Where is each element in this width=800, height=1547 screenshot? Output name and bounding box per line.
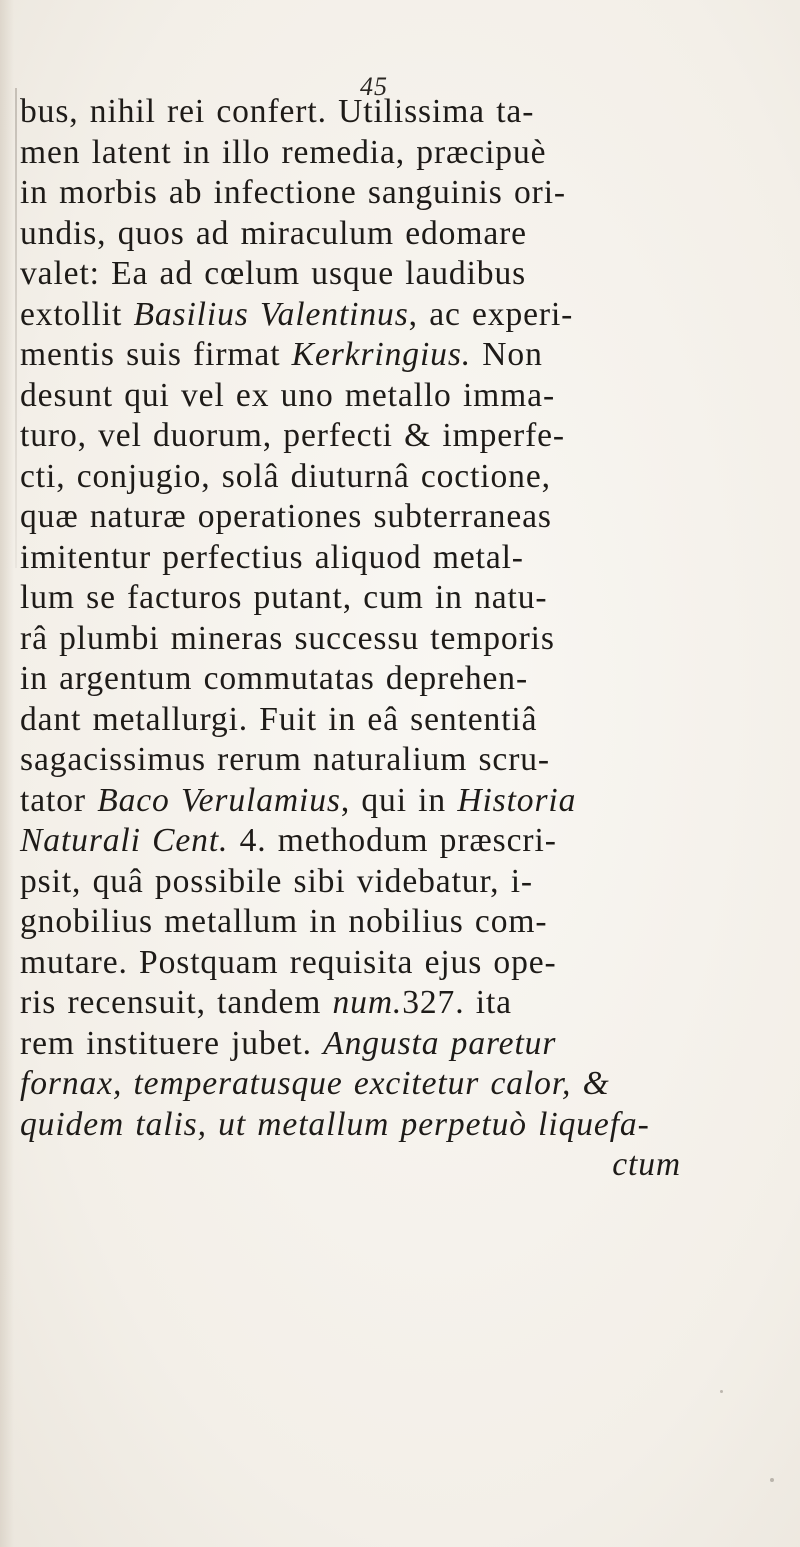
text-line xyxy=(20,619,780,660)
text-segment: ris recensuit, tandem xyxy=(20,984,333,1021)
text-line xyxy=(20,983,780,1024)
italic-segment: Angusta paretur xyxy=(323,1024,557,1062)
paper-speck xyxy=(720,1390,723,1393)
text-segment: râ plumbi mineras successu temporis xyxy=(20,619,555,657)
text-segment: 327. ita xyxy=(402,984,512,1021)
text-line xyxy=(20,821,780,862)
text-line xyxy=(20,173,780,214)
text-line xyxy=(20,1024,780,1065)
text-line xyxy=(20,943,780,984)
text-line xyxy=(20,1064,780,1105)
text-segment: valet: Ea ad cœlum usque laudibus xyxy=(20,255,527,292)
text-line xyxy=(20,578,780,619)
gutter-line xyxy=(15,88,17,568)
text-segment: in morbis ab infectione sanguinis ori- xyxy=(20,174,566,211)
italic-segment: Kerkringius. xyxy=(291,336,472,373)
paper-speck xyxy=(770,1478,774,1482)
text-segment: cti, conjugio, solâ diuturnâ coctione, xyxy=(20,457,551,495)
text-line xyxy=(20,538,780,579)
italic-segment: fornax, temperatusque excitetur calor, & xyxy=(20,1065,610,1102)
text-line xyxy=(20,700,780,741)
text-segment: dant metallurgi. Fuit in eâ sententiâ xyxy=(20,700,538,738)
text-segment: mutare. Postquam requisita ejus ope- xyxy=(20,943,557,981)
text-segment: psit, quâ possibile sibi videbatur, i- xyxy=(20,862,533,900)
text-segment: tator xyxy=(20,781,98,819)
text-line xyxy=(20,416,780,457)
text-segment: quæ naturæ operationes subterraneas xyxy=(20,498,552,535)
page-edge-shadow xyxy=(0,0,14,1547)
text-line xyxy=(20,902,780,943)
text-line xyxy=(20,659,780,700)
text-segment: undis, quos ad miraculum edomare xyxy=(20,214,527,252)
text-line xyxy=(20,497,780,538)
italic-segment: Naturali Cent. xyxy=(20,822,229,859)
italic-segment: Historia xyxy=(457,781,577,819)
text-line xyxy=(20,214,780,255)
text-line xyxy=(20,781,780,822)
text-segment: in argentum commutatas deprehen- xyxy=(20,660,529,697)
text-line xyxy=(20,740,780,781)
text-line xyxy=(20,295,780,336)
text-line xyxy=(20,376,780,417)
text-segment: gnobilius metallum in nobilius com- xyxy=(20,903,548,940)
text-line xyxy=(20,254,780,295)
italic-segment: Basilius Valentinus xyxy=(133,295,409,333)
text-segment: turo, vel duorum, perfecti & imperfe- xyxy=(20,417,565,454)
italic-segment: num. xyxy=(332,984,403,1021)
italic-segment: ctum xyxy=(612,1146,681,1183)
italic-segment: quidem talis, ut metallum perpetuò liquefa- xyxy=(20,1105,650,1143)
text-segment: bus, nihil rei confert. Utilissima ta- xyxy=(20,93,535,130)
text-segment: mentis suis firmat xyxy=(20,336,292,373)
body-text xyxy=(20,92,790,1186)
italic-segment: Baco Verulamius xyxy=(97,781,341,819)
text-segment: sagacissimus rerum naturalium scru- xyxy=(20,741,551,778)
text-segment: lum se facturos putant, cum in natu- xyxy=(20,579,548,616)
text-segment: 4. methodum præscri- xyxy=(228,822,557,859)
text-segment: , qui in xyxy=(340,781,458,819)
text-segment: imitentur perfectius aliquod metal- xyxy=(20,538,524,576)
text-segment: extollit xyxy=(20,295,134,333)
page-number: 45 xyxy=(360,72,388,101)
text-segment: desunt qui vel ex uno metallo imma- xyxy=(20,376,556,414)
text-segment: , ac experi- xyxy=(408,295,574,333)
text-line xyxy=(20,1145,780,1186)
text-line xyxy=(20,862,780,903)
text-segment: men latent in illo remedia, præcipuè xyxy=(20,133,547,171)
text-line xyxy=(20,133,780,174)
text-line xyxy=(20,335,780,376)
text-segment: Non xyxy=(471,336,543,373)
text-line xyxy=(20,1105,780,1146)
text-line xyxy=(20,457,780,498)
text-line xyxy=(20,92,780,133)
text-segment: rem instituere jubet. xyxy=(20,1024,324,1062)
